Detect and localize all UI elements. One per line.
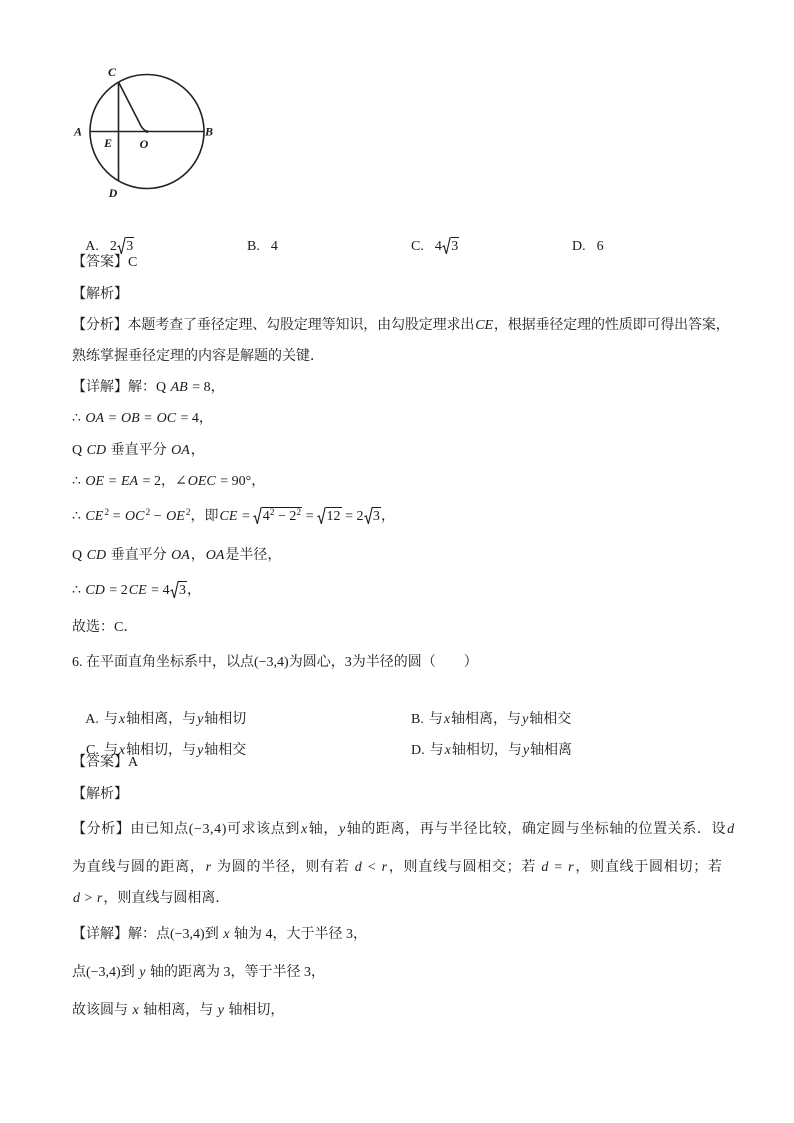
math-variable: y bbox=[139, 965, 146, 980]
text-run: = 4 bbox=[147, 583, 170, 598]
text-run: = 2 bbox=[105, 583, 128, 598]
radical-sign-icon bbox=[442, 237, 451, 254]
math-variable: AB bbox=[170, 380, 188, 395]
text-run: ∴ bbox=[72, 583, 85, 598]
square-root bbox=[170, 581, 187, 601]
option-label: B. bbox=[247, 239, 260, 254]
math-variable: y bbox=[197, 743, 204, 758]
text-run: 轴为 4，大于半径 3， bbox=[230, 927, 367, 942]
text-run: 故该圆与 bbox=[72, 1003, 132, 1018]
superscript: 2 bbox=[296, 507, 302, 518]
radicand: 3 bbox=[372, 509, 380, 524]
option-label: D. bbox=[411, 743, 425, 758]
text-run: 4 bbox=[270, 239, 278, 254]
radicand bbox=[262, 507, 302, 524]
q6-option-d bbox=[397, 721, 572, 781]
q6-analysis-line-3 bbox=[72, 889, 229, 909]
text-run: 轴相切 bbox=[204, 712, 247, 727]
math-variable: OA bbox=[205, 548, 225, 563]
math-variable: r bbox=[96, 891, 103, 906]
q5-explanation-heading: 【解析】 bbox=[72, 287, 128, 302]
math-variable: y bbox=[338, 822, 346, 837]
label-point-a: A bbox=[73, 124, 83, 139]
text-run: 点(−3,4)到 bbox=[72, 965, 139, 980]
square-root bbox=[317, 507, 341, 527]
math-variable: CD bbox=[86, 548, 107, 563]
text-run: 与 bbox=[429, 743, 444, 758]
text-run: 6 bbox=[596, 239, 604, 254]
option-value bbox=[430, 743, 572, 758]
text-run: 轴相切，与 bbox=[126, 743, 197, 758]
q6-analysis-line-1 bbox=[72, 820, 736, 840]
math-variable: CD bbox=[85, 583, 105, 598]
math-variable: EA bbox=[121, 474, 139, 489]
math-variable: x bbox=[300, 822, 308, 837]
text-run: < bbox=[363, 860, 381, 875]
text-run: 【详解】解：点(−3,4)到 bbox=[72, 927, 223, 942]
text-run: 与 bbox=[428, 712, 443, 727]
q6-detail-line-3 bbox=[72, 1001, 284, 1021]
superscript: 2 bbox=[145, 507, 151, 518]
q6-analysis-line-2 bbox=[72, 858, 723, 878]
text-run: = 4， bbox=[177, 411, 213, 426]
q6-detail-line-2 bbox=[72, 963, 325, 983]
radicand: 3 bbox=[126, 239, 134, 254]
label-point-o: O bbox=[139, 137, 149, 151]
q5-answer: 【答案】C bbox=[72, 255, 138, 270]
text-run: 轴的距离为 3，等于半径 3， bbox=[146, 965, 325, 980]
radical-sign-icon bbox=[253, 507, 262, 524]
text-run: 【详解】解：Q bbox=[72, 380, 170, 395]
q6-stem: 6. 在平面直角坐标系中，以点(−3,4)为圆心，3为半径的圆（ ） bbox=[72, 655, 478, 670]
text-run: 垂直平分 bbox=[107, 443, 171, 458]
text-run: 轴相离，与 bbox=[126, 712, 197, 727]
text-run: 4 bbox=[262, 509, 270, 524]
superscript: 2 bbox=[269, 507, 275, 518]
math-variable: OE bbox=[85, 474, 105, 489]
text-run: 轴， bbox=[308, 822, 338, 837]
math-variable: r bbox=[381, 860, 388, 875]
text-run: ，则直线与圆相离． bbox=[103, 891, 230, 906]
q5-analysis-line-2 bbox=[72, 347, 324, 367]
math-variable: OA bbox=[171, 548, 190, 563]
text-run: ，根据垂径定理的性质即可得出答案， bbox=[493, 318, 730, 333]
math-variable: OE bbox=[166, 509, 185, 524]
text-run: ∴ bbox=[72, 411, 85, 426]
text-run: 轴相离，与 bbox=[139, 1003, 217, 1018]
radical-sign-icon bbox=[117, 237, 126, 254]
text-run: > bbox=[81, 891, 96, 906]
superscript: 2 bbox=[185, 507, 191, 518]
math-variable: CD bbox=[86, 443, 107, 458]
text-run: − 2 bbox=[274, 509, 297, 524]
text-run: ，即 bbox=[190, 509, 219, 524]
math-variable: x bbox=[443, 712, 451, 727]
text-run: = 2 bbox=[341, 509, 364, 524]
option-label: D. bbox=[572, 239, 586, 254]
math-variable: OC bbox=[156, 411, 177, 426]
radicand: 3 bbox=[451, 239, 459, 254]
math-variable: OA bbox=[171, 443, 190, 458]
math-variable: x bbox=[444, 743, 451, 758]
math-variable: y bbox=[522, 743, 530, 758]
text-run: = bbox=[550, 860, 568, 875]
label-point-e: E bbox=[103, 136, 113, 150]
text-run: 熟练掌握垂径定理的内容是解题的关键． bbox=[72, 349, 324, 364]
math-variable: CE bbox=[219, 509, 238, 524]
segment-co bbox=[119, 82, 148, 132]
text-run: 2 bbox=[109, 239, 117, 254]
text-run: = 90°， bbox=[216, 474, 266, 489]
label-point-c: C bbox=[107, 65, 117, 79]
q5-option-b bbox=[233, 217, 278, 277]
text-run: − bbox=[150, 509, 166, 524]
text-run: 4 bbox=[434, 239, 442, 254]
option-value bbox=[597, 239, 604, 254]
math-variable: CE bbox=[475, 318, 493, 333]
text-run: 【分析】本题考查了垂径定理、勾股定理等知识，由勾股定理求出 bbox=[72, 318, 475, 333]
option-label: B. bbox=[411, 712, 424, 727]
radical-sign-icon bbox=[170, 581, 179, 598]
center-point bbox=[146, 130, 149, 133]
option-value bbox=[435, 239, 459, 254]
text-run: 轴相交 bbox=[529, 712, 572, 727]
option-label: A. bbox=[85, 239, 99, 254]
text-run: = bbox=[302, 509, 318, 524]
option-label: C. bbox=[411, 239, 424, 254]
math-variable: OA bbox=[85, 411, 105, 426]
text-run: 轴相离，与 bbox=[451, 712, 522, 727]
text-run: ， bbox=[381, 509, 395, 524]
square-root bbox=[364, 507, 381, 527]
text-run: ，则直线与圆相交；若 bbox=[388, 860, 541, 875]
q5-analysis-line-1 bbox=[72, 316, 730, 336]
math-variable: d bbox=[727, 822, 735, 837]
square-root bbox=[253, 507, 302, 527]
q5-conclusion: 故选：C． bbox=[72, 620, 138, 635]
math-variable: d bbox=[541, 860, 550, 875]
q5-detail-line-7 bbox=[72, 581, 201, 601]
text-run: = 8， bbox=[188, 380, 225, 395]
text-run: = bbox=[140, 411, 156, 426]
math-variable: y bbox=[522, 712, 529, 727]
text-run: = bbox=[238, 509, 254, 524]
q5-detail-line-2 bbox=[72, 409, 213, 429]
q5-detail-line-6 bbox=[72, 546, 281, 566]
math-variable: x bbox=[118, 712, 126, 727]
radicand: 12 bbox=[326, 509, 341, 524]
circle-diagram bbox=[60, 60, 220, 205]
superscript: 2 bbox=[104, 507, 110, 518]
text-run: = bbox=[105, 474, 120, 489]
option-value bbox=[271, 239, 278, 254]
option-value bbox=[110, 239, 134, 254]
math-variable: x bbox=[223, 927, 230, 942]
q5-detail-line-1 bbox=[72, 378, 225, 398]
math-variable: d bbox=[73, 891, 80, 906]
square-root bbox=[442, 237, 459, 257]
text-run: ∴ bbox=[72, 509, 85, 524]
text-run: 垂直平分 bbox=[107, 548, 171, 563]
math-variable: OC bbox=[124, 509, 145, 524]
text-run: 与 bbox=[103, 743, 118, 758]
text-run: ， bbox=[187, 583, 202, 598]
math-variable: y bbox=[217, 1003, 224, 1018]
text-run: ∴ bbox=[72, 474, 85, 489]
q6-detail-line-1 bbox=[72, 925, 367, 945]
math-variable: x bbox=[132, 1003, 139, 1018]
text-run: ， bbox=[190, 443, 205, 458]
text-run: 轴的距离，再与半径比较，确定圆与坐标轴的位置关系．设 bbox=[346, 822, 727, 837]
math-variable: OB bbox=[121, 411, 140, 426]
math-variable: CE bbox=[85, 509, 104, 524]
text-run: ， bbox=[190, 548, 205, 563]
text-run: 轴相交 bbox=[204, 743, 247, 758]
option-label: A. bbox=[85, 712, 99, 727]
q5-option-c bbox=[397, 217, 459, 277]
option-label: C. bbox=[86, 743, 99, 758]
text-run: 与 bbox=[103, 712, 118, 727]
math-variable: y bbox=[197, 712, 204, 727]
math-variable: CE bbox=[128, 583, 147, 598]
q6-answer: 【答案】A bbox=[72, 755, 139, 770]
text-run: ，则直线于圆相切；若 bbox=[575, 860, 723, 875]
text-run: 轴相切， bbox=[224, 1003, 285, 1018]
q5-detail-line-5 bbox=[72, 507, 395, 527]
q6-explanation-heading: 【解析】 bbox=[72, 787, 128, 802]
math-variable: r bbox=[205, 860, 212, 875]
text-run: 是半径， bbox=[225, 548, 282, 563]
text-run: = bbox=[109, 509, 124, 524]
q5-detail-line-3 bbox=[72, 441, 205, 461]
radical-sign-icon bbox=[364, 507, 373, 524]
text-run: = 2，∠ bbox=[139, 474, 187, 489]
label-point-b: B bbox=[204, 124, 214, 139]
text-run: Q bbox=[72, 443, 86, 458]
radical-sign-icon bbox=[317, 507, 326, 524]
math-variable: d bbox=[354, 860, 363, 875]
q5-detail-line-4 bbox=[72, 472, 265, 492]
text-run: = bbox=[105, 411, 120, 426]
label-point-d: D bbox=[108, 186, 118, 200]
math-variable: OEC bbox=[187, 474, 216, 489]
math-variable: r bbox=[568, 860, 575, 875]
q5-option-d bbox=[558, 217, 604, 277]
text-run: 轴相切，与 bbox=[451, 743, 522, 758]
text-run: 【分析】由已知点(−3,4)可求该点到 bbox=[72, 822, 300, 837]
radicand: 3 bbox=[178, 583, 186, 598]
text-run: Q bbox=[72, 548, 86, 563]
math-variable: x bbox=[118, 743, 126, 758]
text-run: 为圆的半径，则有若 bbox=[212, 860, 354, 875]
text-run: 为直线与圆的距离， bbox=[72, 860, 205, 875]
text-run: 轴相离 bbox=[530, 743, 573, 758]
